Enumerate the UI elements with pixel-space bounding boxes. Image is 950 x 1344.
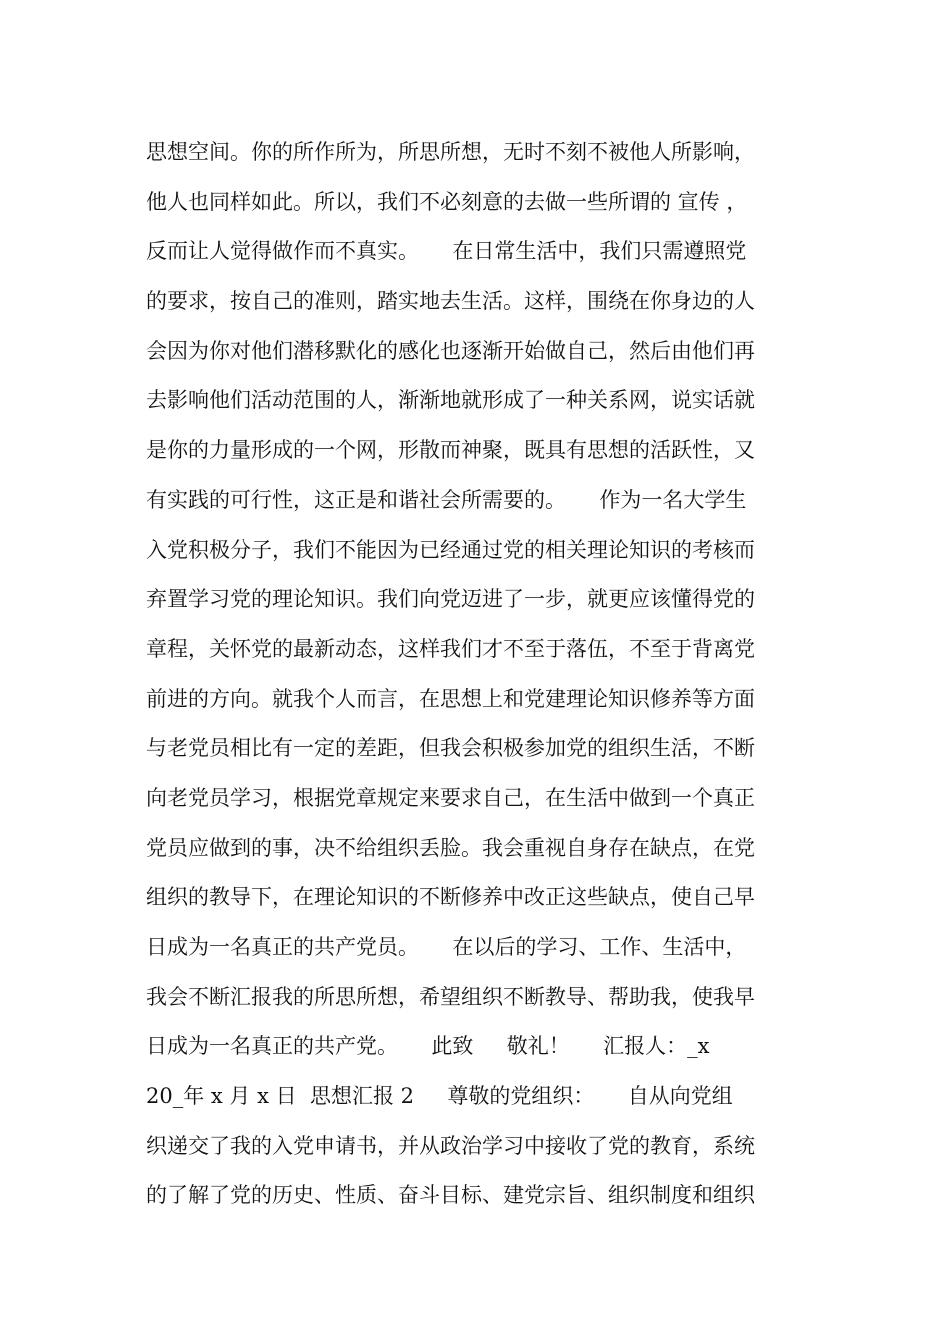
text-line: 弃置学习党的理论知识。我们向党迈进了一步，就更应该懂得党的 xyxy=(146,587,755,612)
text-line: 思想空间。你的所作所为，所思所想，无时不刻不被他人所影响， xyxy=(146,140,755,164)
text-line: 日成为一名真正的共产党。 此致 敬礼！ 汇报人：_x xyxy=(146,1034,710,1059)
text-line: 向老党员学习，根据党章规定来要求自己，在生活中做到一个真正 xyxy=(146,785,755,810)
text-line: 前进的方向。就我个人而言，在思想上和党建理论知识修养等方面 xyxy=(146,686,755,711)
text-line: 织递交了我的入党申请书，并从政治学习中接收了党的教育，系统 xyxy=(146,1133,755,1158)
text-line: 的要求，按自己的准则，踏实地去生活。这样，围绕在你身边的人 xyxy=(146,289,755,314)
text-line: 是你的力量形成的一个网，形散而神聚，既具有思想的活跃性，又 xyxy=(146,438,755,463)
text-line: 与老党员相比有一定的差距，但我会积极参加党的组织生活，不断 xyxy=(146,736,755,761)
text-line: 入党积极分子，我们不能因为已经通过党的相关理论知识的考核而 xyxy=(146,537,755,562)
text-line: 20_年 x 月 x 日 思想汇报 2 尊敬的党组织： 自从向党组 xyxy=(146,1084,733,1109)
text-line: 他人也同样如此。所以，我们不必刻意的去做一些所谓的 宣传 ， xyxy=(146,189,748,214)
text-line: 有实践的可行性，这正是和谐社会所需要的。 作为一名大学生 xyxy=(146,487,747,512)
text-line: 的了解了党的历史、性质、奋斗目标、建党宗旨、组织制度和组织 xyxy=(146,1183,755,1208)
text-line: 日成为一名真正的共产党员。 在以后的学习、工作、生活中， xyxy=(146,935,747,959)
body-text xyxy=(146,128,816,1221)
text-line: 会因为你对他们潜移默化的感化也逐渐开始做自己，然后由他们再 xyxy=(146,338,755,363)
text-line: 章程，关怀党的最新动态，这样我们才不至于落伍，不至于背离党 xyxy=(146,636,755,661)
text-line: 反而让人觉得做作而不真实。 在日常生活中，我们只需遵照党 xyxy=(146,239,747,264)
text-line: 党员应做到的事，决不给组织丢脸。我会重视自身存在缺点，在党 xyxy=(146,835,755,860)
text-line: 组织的教导下，在理论知识的不断修养中改正这些缺点，使自己早 xyxy=(146,885,755,910)
text-line: 去影响他们活动范围的人，渐渐地就形成了一种关系网，说实话就 xyxy=(146,388,755,413)
text-line: 我会不断汇报我的所思所想，希望组织不断教导、帮助我，使我早 xyxy=(146,984,755,1009)
